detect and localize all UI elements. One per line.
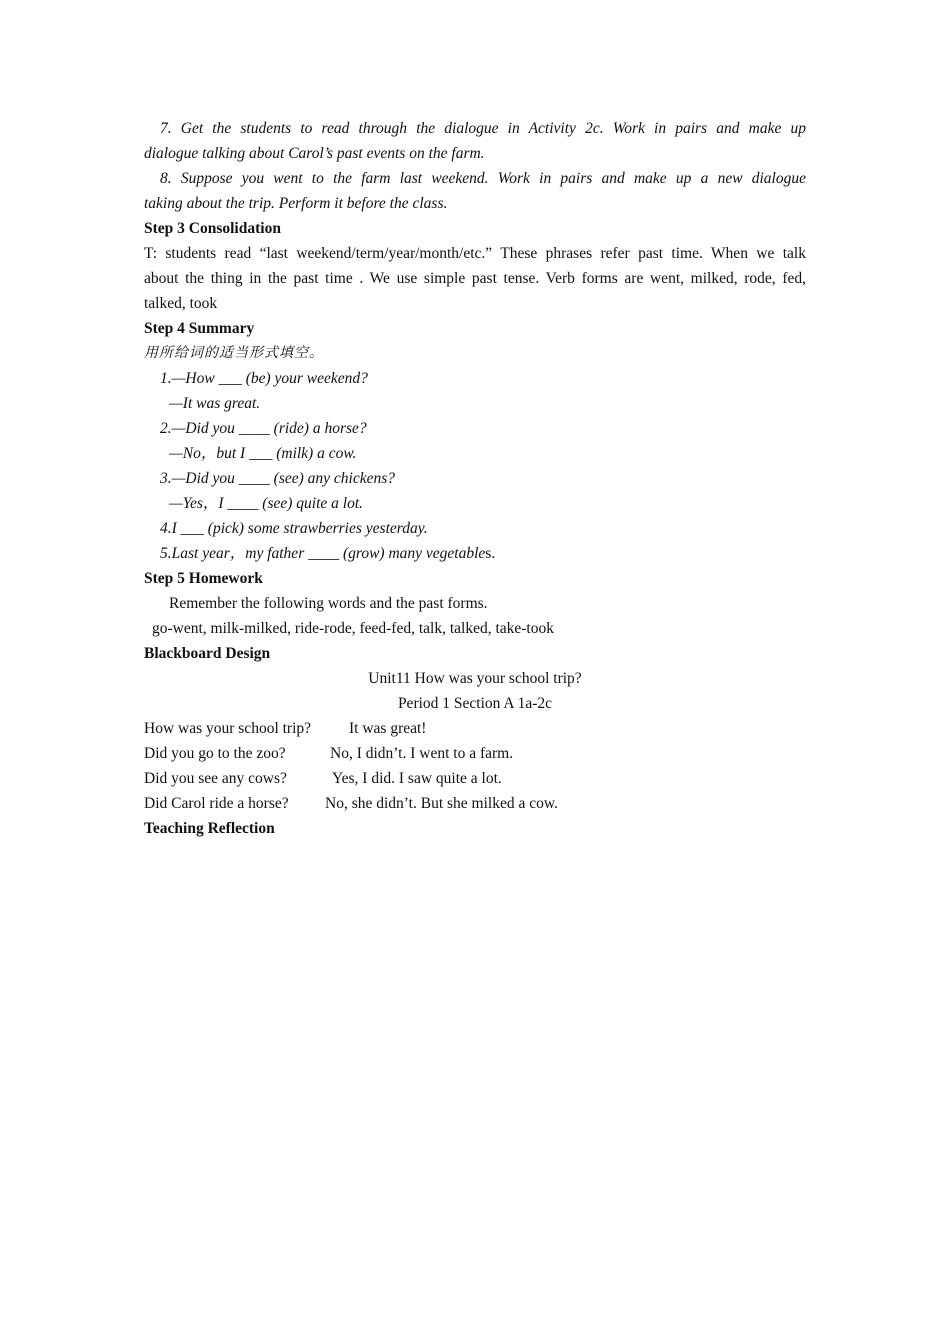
blackboard-title-text: Unit11 How was your school trip?	[368, 670, 582, 687]
blackboard-answer: No, she didn’t. But she milked a cow.	[325, 795, 558, 812]
exercise-3-question: 3.—Did you ____ (see) any chickens?	[160, 470, 396, 487]
activity-8-line-1: 8. Suppose you went to the farm last weekend. Work in pairs and make up a new dialogue	[160, 170, 806, 187]
exercise-1-question: 1.—How ___ (be) your weekend?	[160, 370, 368, 387]
exercise-2-answer: —No，but I ___ (milk) a cow.	[169, 445, 357, 462]
step3-line-2: about the thing in the past time . We use simple past tense. Verb forms are went, milked, rode, fed,	[144, 270, 806, 287]
step3-heading: Step 3 Consolidation	[144, 220, 281, 237]
blackboard-question: Did Carol ride a horse?	[144, 795, 289, 812]
activity-8-line-2: taking about the trip. Perform it before the class.	[144, 195, 448, 212]
blackboard-heading: Blackboard Design	[144, 645, 271, 662]
step5-heading: Step 5 Homework	[144, 570, 263, 587]
blackboard-subtitle	[144, 691, 806, 716]
step5-line-1: Remember the following words and the past forms.	[169, 595, 488, 612]
exercise-3-answer: —Yes，I ____ (see) quite a lot.	[169, 495, 364, 512]
reflection-heading: Teaching Reflection	[144, 820, 275, 837]
blackboard-answer: It was great!	[349, 720, 427, 737]
activity-7-line-1: 7. Get the students to read through the dialogue in Activity 2c. Work in pairs and make up	[160, 120, 806, 137]
exercise-2-question: 2.—Did you ____ (ride) a horse?	[160, 420, 367, 437]
step3-line-1: T: students read “last weekend/term/year/month/etc.” These phrases refer past time. When we talk	[144, 245, 806, 262]
blackboard-row	[144, 716, 806, 741]
document-page	[144, 116, 806, 841]
exercise-4: 4.I ___ (pick) some strawberries yesterday.	[160, 520, 428, 537]
step5-line-2: go-went, milk-milked, ride-rode, feed-fed, talk, talked, take-took	[152, 620, 554, 637]
step4-instruction: 用所给词的适当形式填空。	[144, 345, 324, 361]
exercise-1-answer: —It was great.	[169, 395, 261, 412]
exercise-5-tail: s.	[485, 545, 496, 562]
blackboard-question: Did you see any cows?	[144, 770, 287, 787]
blackboard-answer: No, I didn’t. I went to a farm.	[330, 745, 514, 762]
blackboard-answer: Yes, I did. I saw quite a lot.	[332, 770, 502, 787]
blackboard-title	[144, 666, 806, 691]
blackboard-row	[144, 741, 806, 766]
blackboard-subtitle-text: Period 1 Section A 1a-2c	[397, 695, 553, 712]
step3-line-3: talked, took	[144, 295, 218, 312]
exercise-5	[144, 541, 806, 566]
step4-heading: Step 4 Summary	[144, 320, 255, 337]
blackboard-question: How was your school trip?	[144, 720, 312, 737]
blackboard-question: Did you go to the zoo?	[144, 745, 286, 762]
activity-7-line-2: dialogue talking about Carol’s past events on the farm.	[144, 145, 485, 162]
exercise-5-text: 5.Last year，my father ____ (grow) many vegetable	[160, 545, 486, 562]
blackboard-row	[144, 791, 806, 816]
blackboard-row	[144, 766, 806, 791]
